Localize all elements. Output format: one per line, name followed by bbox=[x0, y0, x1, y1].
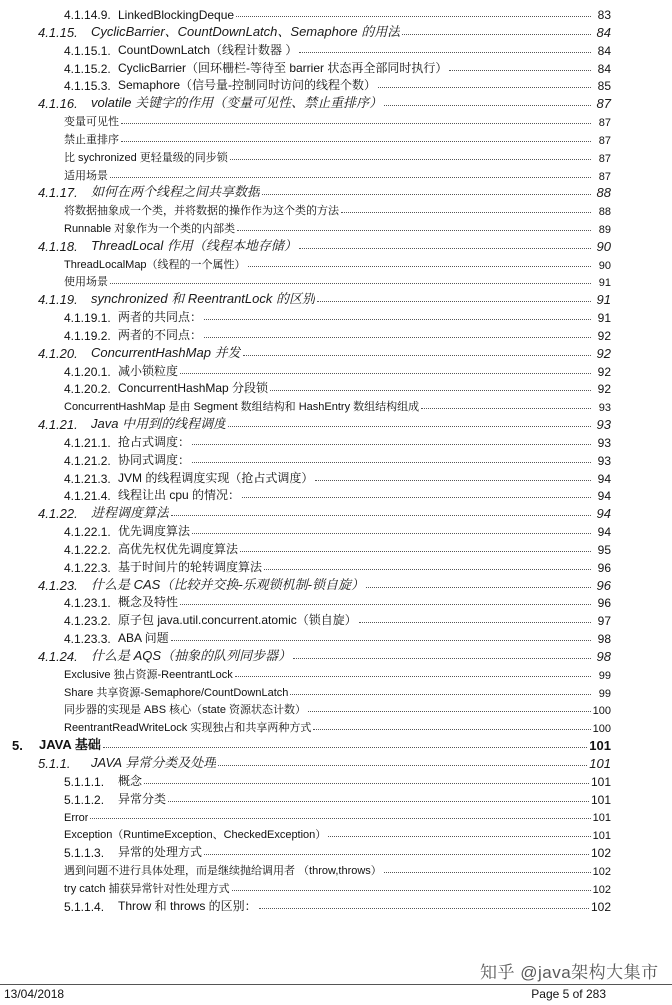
toc-entry-title: 减小锁粒度 bbox=[118, 363, 179, 378]
toc-entry-page: 101 bbox=[592, 830, 611, 843]
toc-entry-page: 90 bbox=[598, 259, 611, 272]
toc-entry-title: Runnable 对象作为一个类的内部类 bbox=[64, 223, 236, 235]
toc-entry-title: 同步器的实现是 ABS 核心（state 资源状态计数） bbox=[64, 704, 307, 717]
toc-entry-number: 4.1.17. bbox=[38, 185, 78, 201]
toc-entry-title: 异常的处理方式 bbox=[118, 845, 203, 859]
toc-entry-number: 4.1.15.3. bbox=[64, 79, 111, 94]
toc-entry-page: 84 bbox=[597, 61, 611, 76]
watermark: 知乎 @java架构大集市 bbox=[480, 963, 659, 982]
footer-divider bbox=[0, 984, 672, 985]
toc-entry-page: 98 bbox=[596, 648, 611, 664]
toc-entry-page: 83 bbox=[597, 8, 611, 22]
dot-leader bbox=[192, 462, 591, 463]
toc-entry[interactable] bbox=[0, 894, 672, 914]
dot-leader bbox=[232, 890, 591, 891]
dot-leader bbox=[328, 836, 590, 837]
dot-leader bbox=[180, 604, 591, 605]
toc-entry-number: 4.1.21. bbox=[38, 417, 78, 433]
toc-entry-page: 87 bbox=[596, 96, 611, 112]
dot-leader bbox=[204, 337, 591, 338]
toc-entry-page: 85 bbox=[597, 79, 611, 94]
dot-leader bbox=[144, 783, 589, 784]
dot-leader bbox=[228, 426, 591, 427]
dot-leader bbox=[384, 872, 591, 873]
toc-entry-page: 94 bbox=[597, 525, 611, 540]
toc-entry-title: synchronized 和 ReentrantLock 的区别 bbox=[91, 291, 315, 307]
toc-entry-number: 4.1.19.2. bbox=[64, 328, 111, 343]
dot-leader bbox=[270, 390, 591, 391]
toc-entry-title: CyclicBarrier、CountDownLatch、Semaphore 的用法 bbox=[91, 23, 401, 39]
toc-entry-title: 原子包 java.util.concurrent.atomic（锁自旋） bbox=[118, 613, 357, 628]
toc-entry-title: 什么是 AQS（抽象的队列同步器） bbox=[91, 647, 292, 663]
toc-entry-page: 102 bbox=[592, 865, 611, 878]
toc-entry-number: 4.1.21.2. bbox=[64, 453, 111, 468]
toc-entry-page: 93 bbox=[597, 435, 611, 450]
toc-entry-title: ConcurrentHashMap 分段锁 bbox=[118, 381, 269, 396]
toc-entry-page: 99 bbox=[598, 687, 611, 700]
toc-entry-title: 概念 bbox=[118, 773, 143, 788]
toc-entry-page: 96 bbox=[597, 596, 611, 611]
dot-leader bbox=[180, 373, 591, 374]
dot-leader bbox=[110, 177, 591, 178]
toc-entry-title: Java 中用到的线程调度 bbox=[91, 416, 227, 432]
toc-entry-title: Exception（RuntimeException、CheckedException） bbox=[64, 829, 327, 842]
dot-leader bbox=[235, 676, 591, 677]
toc-entry-title: 两者的不同点： bbox=[118, 327, 203, 342]
toc-entry-number: 4.1.23.1. bbox=[64, 596, 111, 611]
dot-leader bbox=[204, 854, 589, 855]
toc-entry-page: 96 bbox=[596, 577, 611, 593]
toc-entry-number: 4.1.21.3. bbox=[64, 471, 111, 486]
dot-leader bbox=[378, 87, 591, 88]
toc-entry-title: ConcurrentHashMap 是由 Segment 数组结构和 HashEntry 数组结构组成 bbox=[64, 401, 420, 414]
dot-leader bbox=[317, 301, 591, 302]
toc-entry-page: 87 bbox=[598, 152, 611, 165]
dot-leader bbox=[259, 908, 589, 909]
toc-entry-number: 4.1.24. bbox=[38, 648, 78, 664]
footer-date: 13/04/2018 bbox=[4, 987, 65, 1001]
toc-entry-title: 两者的共同点： bbox=[118, 310, 203, 325]
toc-entry-title: ConcurrentHashMap 并发 bbox=[91, 344, 241, 360]
toc-entry-title: 进程调度算法 bbox=[91, 505, 170, 521]
dot-leader bbox=[384, 105, 591, 106]
dot-leader bbox=[262, 194, 591, 195]
toc-entry-number: 4.1.21.1. bbox=[64, 435, 111, 450]
dot-leader bbox=[293, 658, 591, 659]
toc-entry-page: 101 bbox=[589, 738, 611, 753]
toc-entry-number: 4.1.19.1. bbox=[64, 311, 111, 326]
toc-entry-title: 使用场景 bbox=[64, 276, 108, 289]
dot-leader bbox=[230, 159, 591, 160]
toc-entry-title: CountDownLatch（线程计数器 ） bbox=[118, 42, 298, 57]
toc-entry-title: 异常分类 bbox=[118, 791, 167, 806]
toc-entry-title: 什么是 CAS（比较并交换-乐观锁机制-锁自旋） bbox=[91, 576, 365, 592]
dot-leader bbox=[90, 818, 590, 819]
toc-entry-page: 100 bbox=[592, 723, 611, 736]
dot-leader bbox=[243, 355, 591, 356]
toc-entry-page: 94 bbox=[597, 471, 611, 486]
toc-entry-title: Share 共享资源-Semaphore/CountDownLatch bbox=[64, 686, 289, 699]
toc-entry-page: 92 bbox=[597, 382, 611, 397]
dot-leader bbox=[121, 123, 591, 124]
toc-entry-title: 概念及特性 bbox=[118, 595, 179, 610]
toc-entry-number: 4.1.14.9. bbox=[64, 8, 111, 22]
dot-leader bbox=[171, 640, 591, 641]
dot-leader bbox=[315, 480, 591, 481]
toc-entry-page: 98 bbox=[597, 632, 611, 646]
dot-leader bbox=[449, 70, 591, 71]
dot-leader bbox=[359, 622, 591, 623]
toc-entry-number: 4.1.15. bbox=[38, 24, 78, 40]
toc-entry-title: ThreadLocal 作用（线程本地存储） bbox=[91, 237, 297, 253]
toc-entry-title: 禁止重排序 bbox=[64, 133, 119, 146]
toc-entry-page: 92 bbox=[596, 345, 611, 361]
toc-entry-title: Throw 和 throws 的区别： bbox=[118, 898, 257, 913]
dot-leader bbox=[237, 230, 591, 231]
toc-entry-page: 101 bbox=[590, 774, 611, 789]
dot-leader bbox=[264, 569, 591, 570]
toc-entry-page: 102 bbox=[590, 899, 611, 914]
toc-entry-page: 89 bbox=[598, 224, 611, 236]
toc-entry-number: 4.1.23.2. bbox=[64, 614, 111, 629]
toc-entry-number: 4.1.22.1. bbox=[64, 525, 111, 540]
toc-entry-page: 91 bbox=[598, 277, 611, 290]
dot-leader bbox=[168, 801, 589, 802]
toc-entry-number: 5. bbox=[12, 738, 23, 753]
dot-leader bbox=[402, 34, 591, 35]
toc-entry-number: 4.1.21.4. bbox=[64, 489, 111, 504]
toc-entry-page: 93 bbox=[597, 453, 611, 468]
dot-leader bbox=[290, 694, 591, 695]
dot-leader bbox=[248, 266, 591, 267]
toc-entry-number: 4.1.22.2. bbox=[64, 542, 111, 557]
toc-entry-page: 102 bbox=[590, 846, 611, 860]
toc-entry-title: Semaphore（信号量-控制同时访问的线程个数） bbox=[118, 78, 377, 93]
dot-leader bbox=[242, 497, 591, 498]
toc-entry-title: JAVA 基础 bbox=[39, 737, 101, 752]
toc-entry-page: 100 bbox=[592, 705, 611, 718]
toc-entry-title: CyclicBarrier（回环栅栏-等待至 barrier 状态再全部同时执行） bbox=[118, 60, 448, 75]
toc-entry-number: 4.1.20.1. bbox=[64, 364, 111, 379]
dot-leader bbox=[421, 408, 591, 409]
dot-leader bbox=[121, 141, 591, 142]
dot-leader bbox=[103, 747, 587, 748]
footer-page-number: Page 5 of 283 bbox=[531, 987, 606, 1001]
toc-entry-title: ReentrantReadWriteLock 实现独占和共享两种方式 bbox=[64, 722, 312, 735]
toc-entry-page: 84 bbox=[597, 43, 611, 58]
toc-entry-title: 协同式调度： bbox=[118, 452, 191, 467]
toc-entry-title: JVM 的线程调度实现（抢占式调度） bbox=[118, 470, 314, 485]
dot-leader bbox=[308, 711, 591, 712]
toc-entry-page: 94 bbox=[596, 506, 611, 522]
toc-entry-number: 4.1.16. bbox=[38, 96, 78, 112]
toc-entry-title: 变量可见性 bbox=[64, 116, 119, 128]
toc-entry-number: 4.1.22. bbox=[38, 506, 78, 522]
dot-leader bbox=[236, 16, 591, 17]
toc-entry-number: 4.1.15.2. bbox=[64, 61, 111, 76]
toc-entry-page: 88 bbox=[596, 185, 611, 201]
toc-entry-page: 102 bbox=[592, 883, 611, 896]
toc-entry-page: 91 bbox=[597, 311, 611, 326]
toc-entry-title: 线程让出 cpu 的情况： bbox=[118, 488, 241, 503]
toc-entry-title: LinkedBlockingDeque bbox=[118, 8, 235, 22]
toc-entry-page: 101 bbox=[590, 792, 611, 807]
toc-entry-number: 4.1.18. bbox=[38, 238, 78, 254]
toc-entry-page: 92 bbox=[597, 364, 611, 379]
toc-entry-title: 适用场景 bbox=[64, 169, 108, 182]
toc-entry-page: 88 bbox=[598, 206, 611, 219]
toc-entry-number: 4.1.20. bbox=[38, 345, 78, 361]
toc-entry-title: volatile 关键字的作用（变量可见性、禁止重排序） bbox=[91, 95, 383, 111]
toc-entry-number: 4.1.20.2. bbox=[64, 382, 111, 397]
toc-entry-title: 优先调度算法 bbox=[118, 524, 191, 539]
toc-entry-title: ABA 问题 bbox=[118, 631, 169, 645]
dot-leader bbox=[192, 533, 591, 534]
toc-entry-page: 93 bbox=[598, 402, 611, 415]
toc-entry-title: 抢占式调度： bbox=[118, 434, 191, 449]
toc-entry-page: 84 bbox=[596, 24, 611, 40]
dot-leader bbox=[171, 515, 591, 516]
toc-entry-title: 比 sychronized 更轻量级的同步锁 bbox=[64, 151, 228, 164]
dot-leader bbox=[366, 587, 591, 588]
toc-entry-page: 94 bbox=[597, 489, 611, 504]
toc-entry-number: 4.1.23. bbox=[38, 577, 78, 593]
toc-entry-page: 93 bbox=[596, 417, 611, 433]
toc-entry-page: 87 bbox=[598, 134, 611, 147]
toc-entry-number: 5.1.1.3. bbox=[64, 846, 105, 860]
dot-leader bbox=[192, 444, 591, 445]
toc-entry-title: ThreadLocalMap（线程的一个属性） bbox=[64, 258, 246, 271]
toc-entry-page: 91 bbox=[596, 292, 611, 308]
toc-entry-title: 如何在两个线程之间共享数据 bbox=[91, 184, 261, 200]
dot-leader bbox=[218, 765, 587, 766]
toc-entry-page: 97 bbox=[597, 614, 611, 629]
dot-leader bbox=[204, 319, 591, 320]
dot-leader bbox=[299, 52, 591, 53]
toc-entry-title: 基于时间片的轮转调度算法 bbox=[118, 559, 263, 574]
toc-entry-number: 5.1.1. bbox=[38, 755, 71, 771]
toc-entry-page: 99 bbox=[598, 669, 611, 682]
toc-entry-page: 96 bbox=[597, 560, 611, 575]
toc-entry-number: 4.1.22.3. bbox=[64, 560, 111, 575]
toc-entry-number: 4.1.19. bbox=[38, 292, 78, 308]
toc-entry-page: 90 bbox=[596, 238, 611, 254]
dot-leader bbox=[240, 551, 591, 552]
toc-entry-title: try catch 捕获异常针对性处理方式 bbox=[64, 882, 230, 895]
toc-entry-title: JAVA 异常分类及处理 bbox=[91, 754, 217, 770]
dot-leader bbox=[313, 729, 590, 730]
toc-entry-page: 95 bbox=[597, 542, 611, 557]
toc-entry-number: 5.1.1.4. bbox=[64, 899, 105, 914]
toc-entry-title: 高优先权优先调度算法 bbox=[118, 541, 239, 556]
toc-entry-title: 将数据抽象成一个类，并将数据的操作作为这个类的方法 bbox=[64, 205, 339, 218]
toc-entry-page: 101 bbox=[589, 755, 611, 771]
toc-entry-page: 92 bbox=[597, 328, 611, 343]
toc-entry-number: 5.1.1.2. bbox=[64, 792, 105, 807]
toc-entry-title: Exclusive 独占资源-ReentrantLock bbox=[64, 668, 233, 681]
toc-entry-title: 遇到问题不进行具体处理，而是继续抛给调用者 （throw,throws） bbox=[64, 864, 382, 877]
toc-entry-number: 4.1.15.1. bbox=[64, 43, 111, 58]
dot-leader bbox=[110, 283, 591, 284]
toc-entry-number: 5.1.1.1. bbox=[64, 774, 105, 789]
dot-leader bbox=[299, 248, 591, 249]
toc-entry-page: 87 bbox=[598, 117, 611, 129]
toc-entry-page: 87 bbox=[598, 170, 611, 183]
toc-entry-title: Error bbox=[64, 812, 89, 825]
toc-entry-page: 101 bbox=[592, 812, 611, 825]
dot-leader bbox=[341, 212, 591, 213]
toc-entry-number: 4.1.23.3. bbox=[64, 632, 111, 646]
